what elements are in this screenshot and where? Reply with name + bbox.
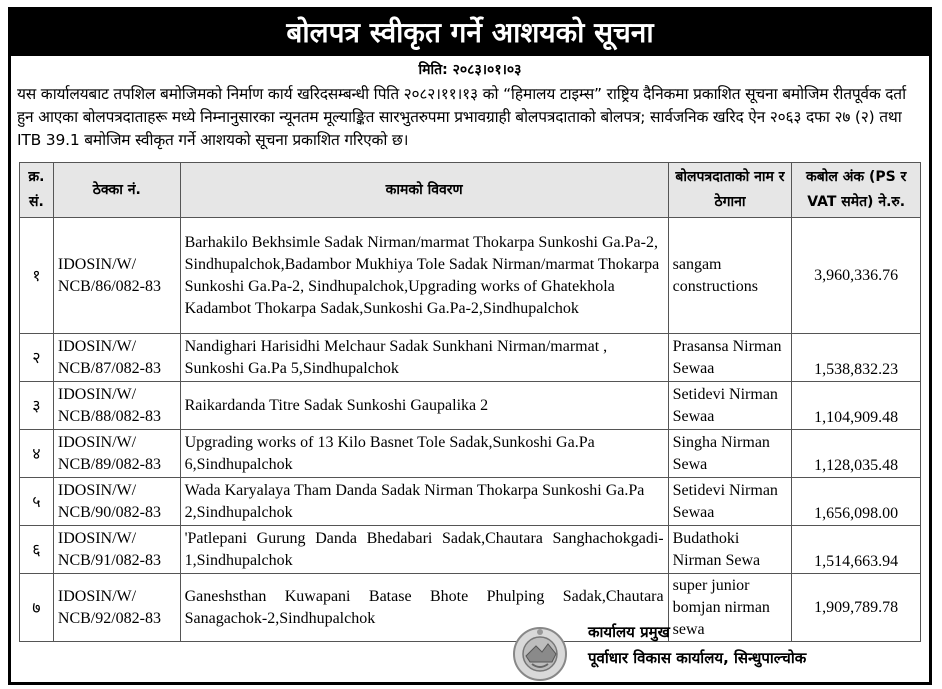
row-bidder: Setidevi Nirman Sewaa [668,478,792,526]
row-contract-number: IDOSIN/W/ NCB/89/082-83 [53,430,180,478]
bid-acceptance-table [19,162,921,642]
table-row [20,334,921,382]
row-amount: 1,538,832.23 [792,334,921,382]
signatory-title: कार्यालय प्रमुख [588,623,670,641]
row-bidder: Singha Nirman Sewa [668,430,792,478]
row-work-description: 'Patlepani Gurung Danda Bhedabari Sadak,Chautara Sanghachokgadi-1,Sindhupalchok [180,526,668,574]
row-serial-number: ५ [20,478,54,526]
row-work-description: Upgrading works of 13 Kilo Basnet Tole Sadak,Sunkoshi Ga.Pa 6,Sindhupalchok [180,430,668,478]
table-row [20,478,921,526]
row-contract-number: IDOSIN/W/ NCB/90/082-83 [53,478,180,526]
signature-block [506,622,926,682]
row-bidder: Prasansa Nirman Sewaa [668,334,792,382]
row-bidder: super junior bomjan nirman sewa [668,574,792,642]
header-bidder-name-address: बोलपत्रदाताको नाम र ठेगाना [668,163,792,218]
table-row [20,526,921,574]
row-serial-number: ६ [20,526,54,574]
header-contract-number: ठेक्का नं. [53,163,180,218]
row-amount: 1,514,663.94 [792,526,921,574]
notice-frame [8,7,932,685]
row-amount: 1,656,098.00 [792,478,921,526]
row-work-description: Barhakilo Bekhsimle Sadak Nirman/marmat Thokarpa Sunkoshi Ga.Pa-2, Sindhupalchok,Badambor Mukhiya Tole Sadak Nirman/marmat Thokarpa Sunkoshi Ga.Pa-2, Sindhupalchok,Upgrading works of Ghatekhola Kadambot Thokarpa Sadak,Sunkoshi Ga.Pa-2,Sindhupalchok [180,218,668,334]
row-serial-number: ४ [20,430,54,478]
notice-intro-paragraph: यस कार्यालयबाट तपशिल बमोजिमको निर्माण कार्य खरिदसम्बन्धी पिति २०८२।११।१३ को “हिमालय टाइम्स” राष्ट्रिय दैनिकमा प्रकाशित सूचना बमोजिम रीतपूर्वक दर्ता हुन आएका बोलपत्रदाताहरू मध्ये निम्नानुसारका न्यूनतम मूल्याङ्कित सारभुतरुपमा प्रभावग्राही बोलपत्रदाताको बोलपत्र; सार्वजनिक खरिद ऐन २०६३ दफा २७ (२) तथा ITB 39.1 बमोजिम स्वीकृत गर्ने आशयको सूचना प्रकाशित गरिएको छ। [17,85,906,149]
row-contract-number: IDOSIN/W/ NCB/92/082-83 [53,574,180,642]
row-work-description: Raikardanda Titre Sadak Sunkoshi Gaupalika 2 [180,382,668,430]
row-work-description: Wada Karyalaya Tham Danda Sadak Nirman Thokarpa Sunkoshi Ga.Pa 2,Sindhupalchok [180,478,668,526]
header-serial-number: क्र. सं. [20,163,54,218]
header-work-description: कामको विवरण [180,163,668,218]
header-quoted-amount: कबोल अंक (PS र VAT समेत) ने.रु. [792,163,921,218]
table-header-row [20,163,921,218]
table-row [20,218,921,334]
row-serial-number: २ [20,334,54,382]
table-row [20,430,921,478]
row-work-description: Nandighari Harisidhi Melchaur Sadak Sunkhani Nirman/marmat , Sunkoshi Ga.Pa 5,Sindhupalchok [180,334,668,382]
row-amount: 3,960,336.76 [792,218,921,334]
row-contract-number: IDOSIN/W/ NCB/87/082-83 [53,334,180,382]
row-contract-number: IDOSIN/W/ NCB/88/082-83 [53,382,180,430]
row-serial-number: ३ [20,382,54,430]
table-row [20,382,921,430]
row-bidder: Budathoki Nirman Sewa [668,526,792,574]
row-amount: 1,104,909.48 [792,382,921,430]
row-serial-number: ७ [20,574,54,642]
row-bidder: sangam constructions [668,218,792,334]
row-serial-number: १ [20,218,54,334]
notice-date: मिति: २०८३।०१।०३ [418,62,522,78]
nepal-government-emblem-icon [512,626,568,682]
notice-title: बोलपत्र स्वीकृत गर्ने आशयको सूचना [11,10,929,56]
row-contract-number: IDOSIN/W/ NCB/86/082-83 [53,218,180,334]
office-name: पूर्वाधार विकास कार्यालय, सिन्धुपाल्चोक [588,649,807,667]
row-bidder: Setidevi Nirman Sewaa [668,382,792,430]
row-amount: 1,909,789.78 [792,574,921,642]
row-amount: 1,128,035.48 [792,430,921,478]
row-work-description: Ganeshsthan Kuwapani Batase Bhote Phulping Sadak,Chautara Sanagachok-2,Sindhupalchok [180,574,668,642]
row-contract-number: IDOSIN/W/ NCB/91/082-83 [53,526,180,574]
